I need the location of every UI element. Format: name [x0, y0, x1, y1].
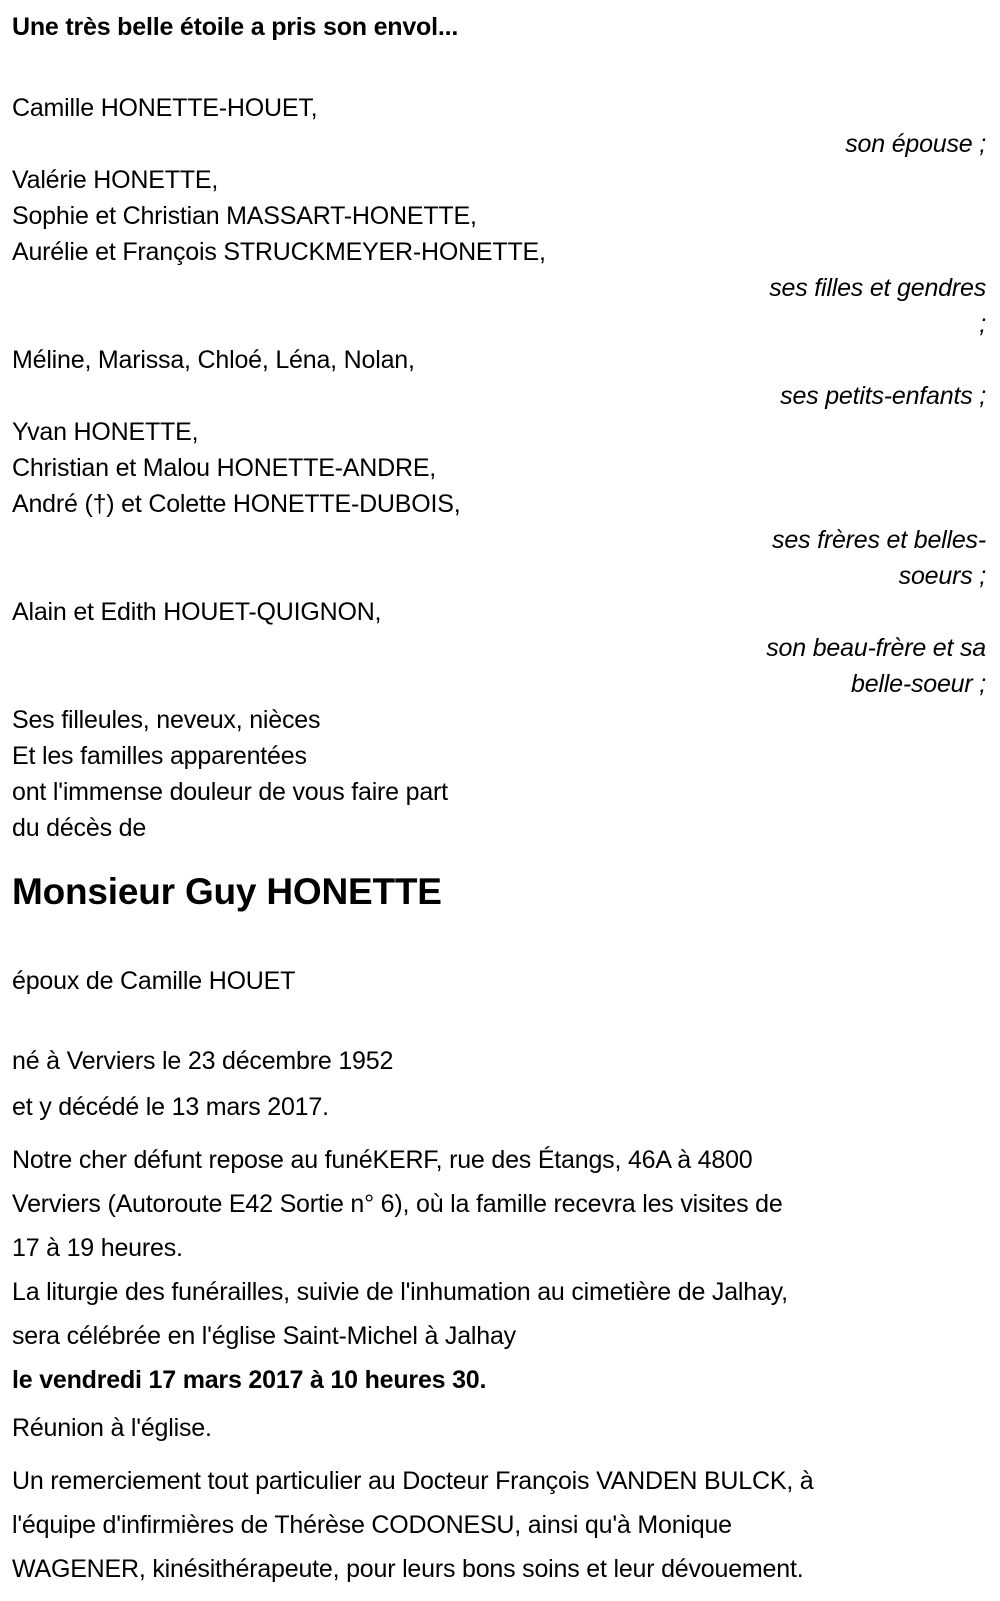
closing-line: du décès de: [12, 814, 147, 842]
liturgy-line: La liturgie des funérailles, suivie de l'inhumation au cimetière de Jalhay,: [12, 1278, 788, 1306]
relation-label: soeurs ;: [898, 562, 986, 590]
family-name: Alain et Edith HOUET-QUIGNON,: [12, 598, 382, 626]
ceremony-datetime: le vendredi 17 mars 2017 à 10 heures 30.: [12, 1366, 487, 1394]
relation-label: ses frères et belles-: [772, 526, 986, 554]
thanks-line: l'équipe d'infirmières de Thérèse CODONESU, ainsi qu'à Monique: [12, 1511, 732, 1539]
family-name: Méline, Marissa, Chloé, Léna, Nolan,: [12, 346, 415, 374]
family-name: Camille HONETTE-HOUET,: [12, 94, 318, 122]
relation-label: ;: [979, 310, 986, 338]
meeting-line: Réunion à l'église.: [12, 1414, 212, 1442]
relation-label: ses petits-enfants ;: [780, 382, 986, 410]
family-name: Valérie HONETTE,: [12, 166, 219, 194]
family-name: Aurélie et François STRUCKMEYER-HONETTE,: [12, 238, 546, 266]
family-name: André (†) et Colette HONETTE-DUBOIS,: [12, 490, 461, 518]
repose-paragraph: [12, 1138, 986, 1270]
deceased-name: Monsieur Guy HONETTE: [12, 871, 442, 912]
repose-line: Notre cher défunt repose au funéKERF, rue des Étangs, 46A à 4800: [12, 1146, 753, 1174]
closing-lines: [12, 702, 986, 846]
family-name: Christian et Malou HONETTE-ANDRE,: [12, 454, 437, 482]
repose-line: 17 à 19 heures.: [12, 1234, 183, 1262]
thanks-line: Un remerciement tout particulier au Docteur François VANDEN BULCK, à: [12, 1467, 814, 1495]
liturgy-line: sera célébrée en l'église Saint-Michel à Jalhay: [12, 1322, 516, 1350]
relation-label: son épouse ;: [845, 130, 986, 158]
headline: Une très belle étoile a pris son envol...: [12, 13, 459, 41]
family-list: [12, 90, 986, 702]
closing-line: Et les familles apparentées: [12, 742, 307, 770]
repose-line: Verviers (Autoroute E42 Sortie n° 6), où la famille recevra les visites de: [12, 1190, 783, 1218]
relation-label: belle-soeur ;: [851, 670, 986, 698]
closing-line: Ses filleules, neveux, nièces: [12, 706, 321, 734]
relation-label: ses filles et gendres: [769, 274, 986, 302]
family-name: Sophie et Christian MASSART-HONETTE,: [12, 202, 477, 230]
spouse-line: époux de Camille HOUET: [12, 967, 296, 995]
relation-label: son beau-frère et sa: [766, 634, 986, 662]
family-name: Yvan HONETTE,: [12, 418, 199, 446]
birth-line: né à Verviers le 23 décembre 1952: [12, 1047, 394, 1075]
thanks-paragraph: [12, 1459, 986, 1591]
thanks-line: WAGENER, kinésithérapeute, pour leurs bons soins et leur dévouement.: [12, 1555, 804, 1583]
liturgy-paragraph: [12, 1270, 986, 1358]
closing-line: ont l'immense douleur de vous faire part: [12, 778, 448, 806]
death-line: et y décédé le 13 mars 2017.: [12, 1093, 329, 1121]
